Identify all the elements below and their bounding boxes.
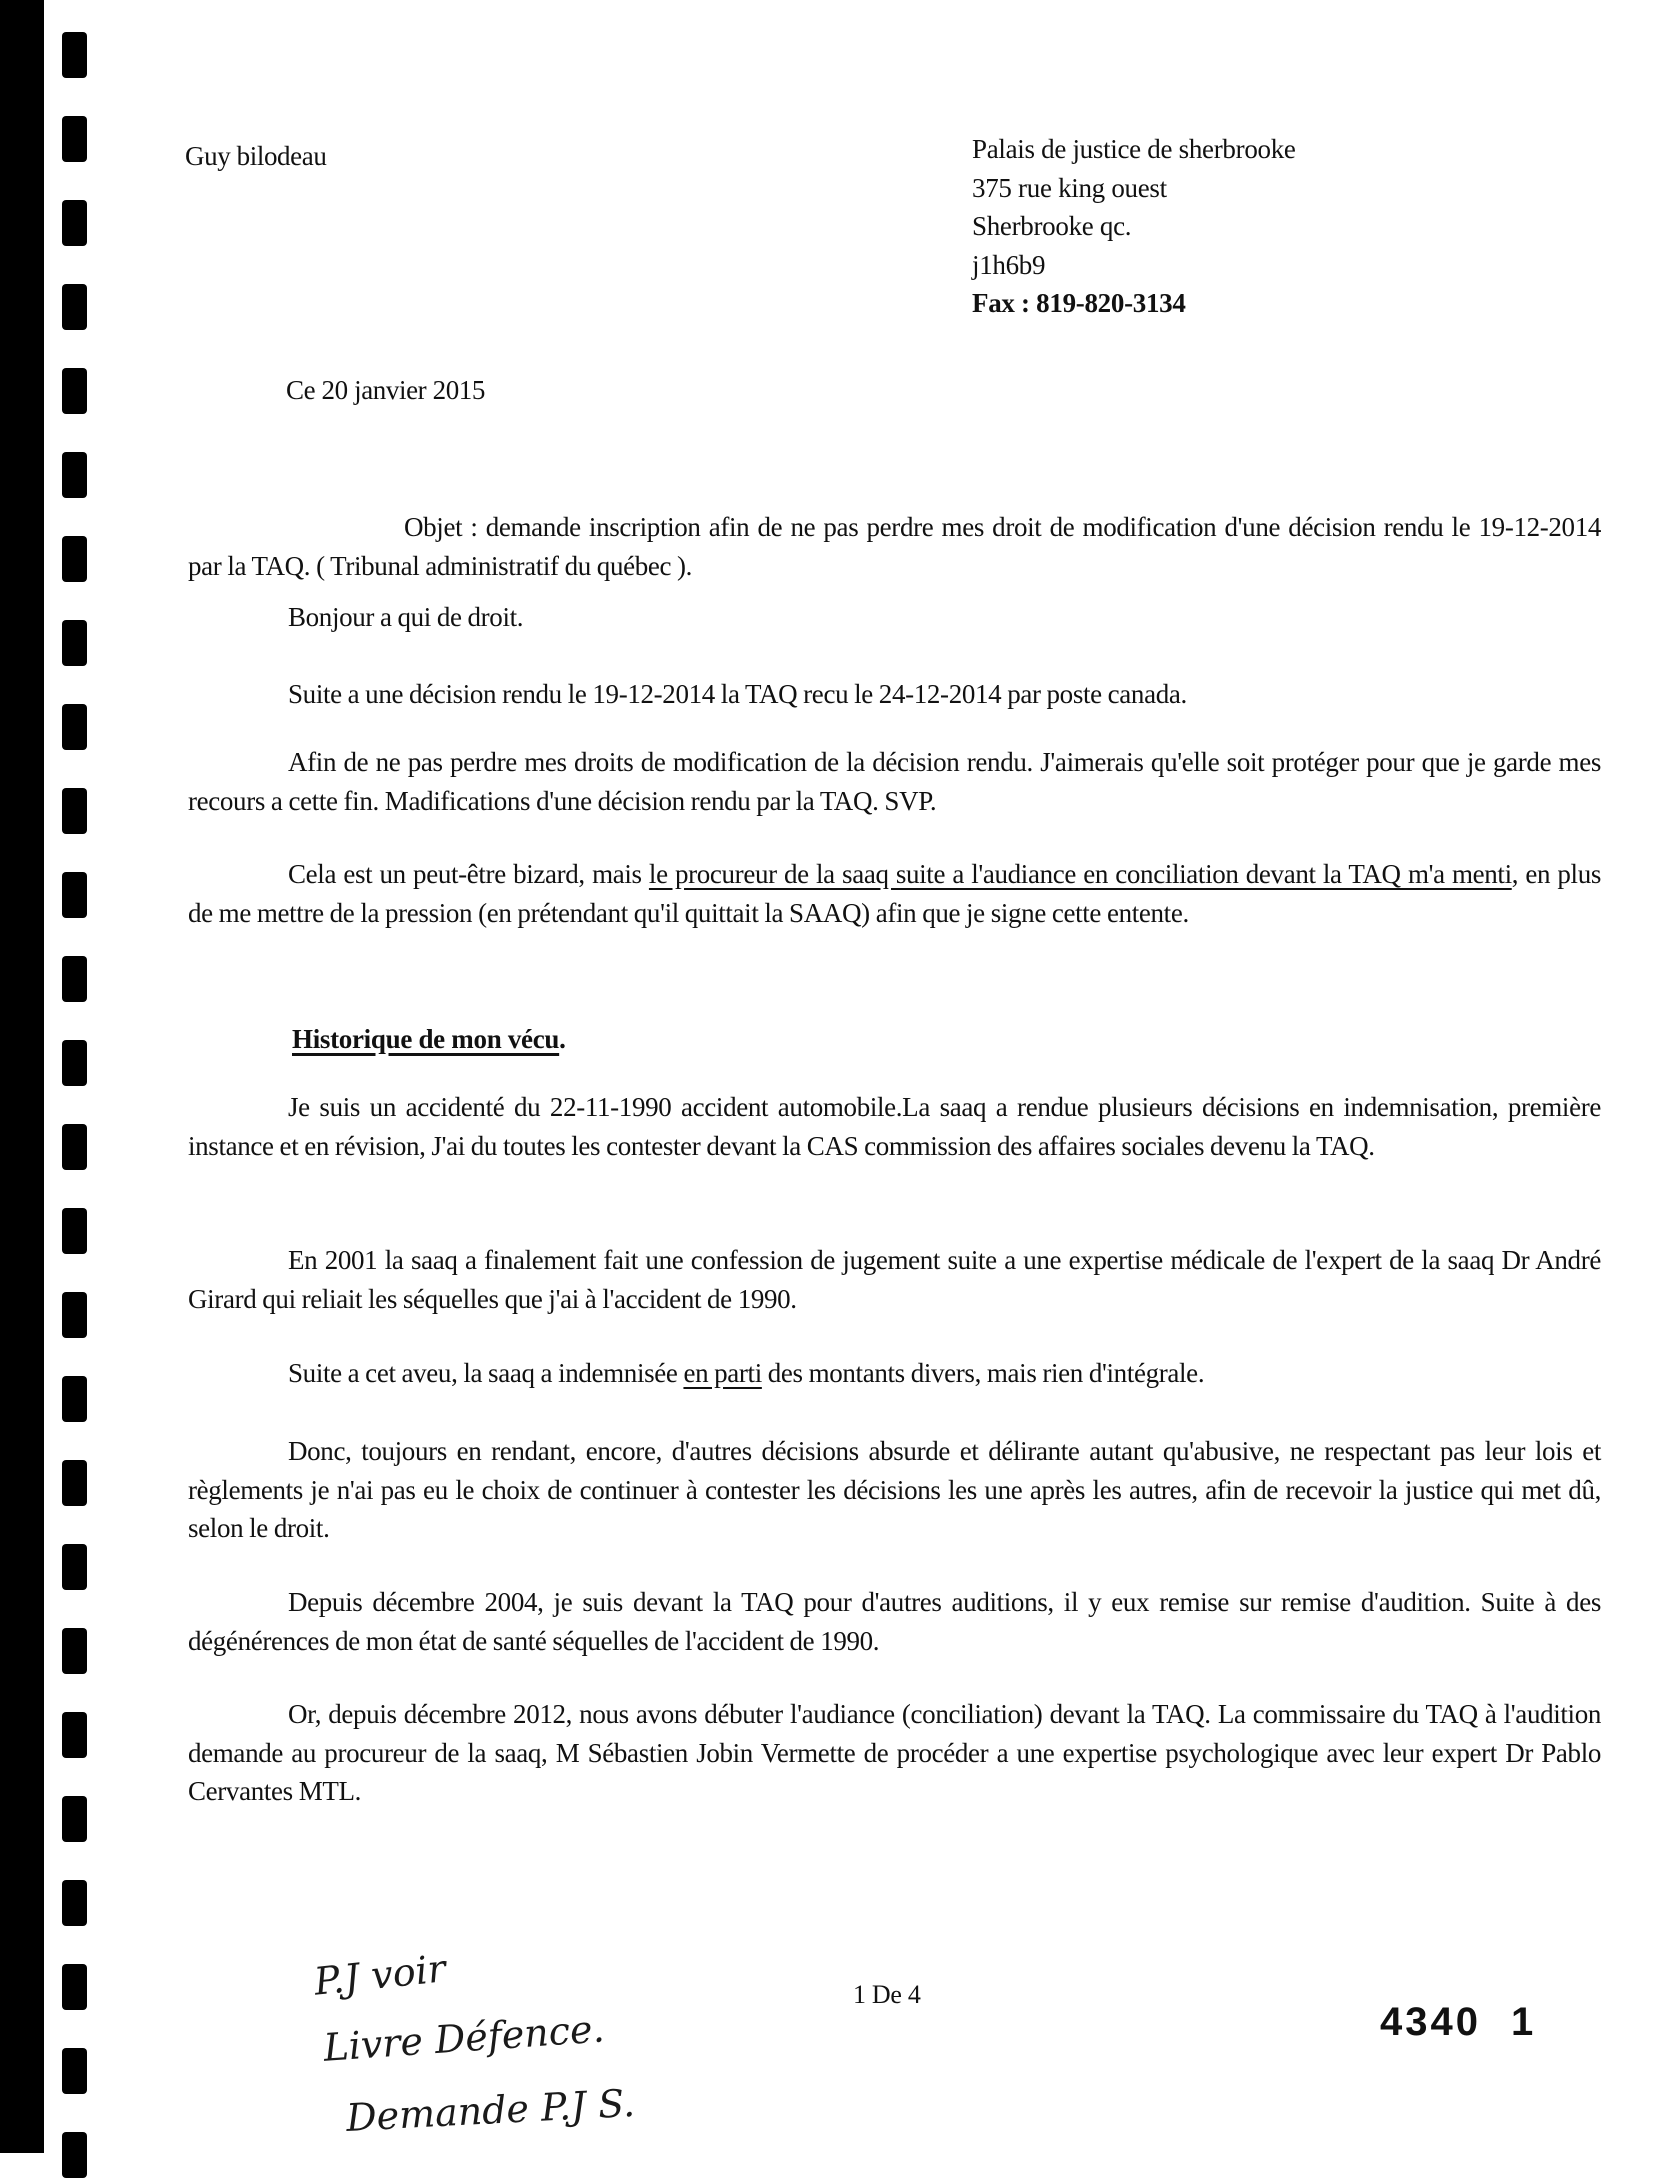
paragraph-3-text-a: Cela est un peut-être bizard, mais xyxy=(288,859,649,889)
paragraph-6 xyxy=(188,1354,1601,1393)
subject-line xyxy=(188,508,1601,585)
paragraph-2-text: Afin de ne pas perdre mes droits de modification de la décision rendu. J'aimerais qu'elle soit protéger pour que je garde mes recours a cette fin. Madifications d'une décision rendu par la TAQ. SVP. xyxy=(188,747,1601,816)
handwritten-note-line-2: Livre Défence. xyxy=(322,2006,606,2070)
perforation-mark xyxy=(62,1628,87,1674)
subject-part-2: décision rendu le 19-12-2014 par la TAQ. ( Tribunal administratif du québec ). xyxy=(188,512,1601,581)
perforation-mark xyxy=(62,32,87,78)
recipient-line-2: 375 rue king ouest xyxy=(972,172,1167,203)
paragraph-6-underlined: en parti xyxy=(683,1358,762,1388)
paragraph-7-text: Donc, toujours en rendant, encore, d'autres décisions absurde et délirante autant qu'abusive, ne respectant pas leur lois et règlements je n'ai pas eu le choix de continuer à contester les décisions les une après les autres, afin de recevoir la justice qui met dû, selon le droit. xyxy=(188,1436,1601,1543)
perforation-mark xyxy=(62,1712,87,1758)
paragraph-6-text-a: Suite a cet aveu, la saaq a indemnisée xyxy=(288,1358,684,1388)
perforation-column xyxy=(62,0,88,2153)
perforation-mark xyxy=(62,368,87,414)
stamp-number: 4340 xyxy=(1380,2000,1481,2044)
recipient-line-1: Palais de justice de sherbrooke xyxy=(972,134,1296,164)
letter-date: Ce 20 janvier 2015 xyxy=(286,375,486,405)
perforation-mark xyxy=(62,536,87,582)
document-stamp-number xyxy=(1380,2000,1536,2045)
greeting-text: Bonjour a qui de droit. xyxy=(288,602,524,632)
perforation-mark xyxy=(62,1376,87,1422)
perforation-mark xyxy=(62,1964,87,2010)
paragraph-5-text: En 2001 la saaq a finalement fait une confession de jugement suite a une expertise médicale de l'expert de la saaq Dr André Girard qui reliait les séquelles que j'ai à l'accident de 1990. xyxy=(188,1245,1601,1314)
section-heading-text: Historique de mon vécu xyxy=(292,1024,560,1054)
perforation-mark xyxy=(62,704,87,750)
subject-part-1: Objet : demande inscription afin de ne pas perdre mes droit de modification d'une xyxy=(404,512,1281,542)
perforation-mark xyxy=(62,1460,87,1506)
paragraph-2 xyxy=(188,743,1601,820)
paragraph-9-text: Or, depuis décembre 2012, nous avons débuter l'audiance (conciliation) devant la TAQ. La commissaire du TAQ à l'audition demande au procureur de la saaq, M Sébastien Jobin Vermette de procéder a une expertise psychologique avec leur expert Dr Pablo Cervantes MTL. xyxy=(188,1699,1601,1806)
paragraph-6-text-b: des montants divers, mais rien d'intégrale. xyxy=(761,1358,1205,1388)
paragraph-8 xyxy=(188,1583,1601,1660)
perforation-mark xyxy=(62,620,87,666)
perforation-mark xyxy=(62,116,87,162)
perforation-mark xyxy=(62,1796,87,1842)
perforation-mark xyxy=(62,284,87,330)
perforation-mark xyxy=(62,1880,87,1926)
paragraph-9 xyxy=(188,1695,1601,1811)
paragraph-4 xyxy=(188,1088,1601,1165)
perforation-mark xyxy=(62,788,87,834)
paragraph-3-text-b: , en plus de me mettre de la pression (en prétendant qu'il quittait la SAAQ) afin que je signe cette entente. xyxy=(188,859,1602,928)
perforation-mark xyxy=(62,2048,87,2094)
stamp-suffix: 1 xyxy=(1510,2000,1537,2044)
paragraph-4-text: Je suis un accidenté du 22-11-1990 accident automobile.La saaq a rendue plusieurs décisions en indemnisation, première instance et en révision, J'ai du toutes les contester devant la CAS commission des affaires sociales devenu la TAQ. xyxy=(188,1092,1601,1161)
paragraph-8-text: Depuis décembre 2004, je suis devant la TAQ pour d'autres auditions, il y eux remise sur remise d'audition. Suite à des dégénérences de mon état de santé séquelles de l'accident de 1990. xyxy=(188,1587,1601,1656)
perforation-mark xyxy=(62,1124,87,1170)
handwritten-note-line-1: P.J voir xyxy=(312,1946,448,2004)
paragraph-3 xyxy=(188,855,1601,932)
page-indicator: 1 De 4 xyxy=(853,1980,921,2009)
paragraph-1-text: Suite a une décision rendu le 19-12-2014 la TAQ recu le 24-12-2014 par poste canada. xyxy=(288,679,1187,709)
paragraph-3-underlined: le procureur de la saaq suite a l'audiance en conciliation devant la TAQ m'a menti xyxy=(648,859,1512,889)
section-heading xyxy=(292,1024,566,1055)
recipient-address-block xyxy=(972,130,1296,323)
recipient-line-3: Sherbrooke qc. xyxy=(972,211,1132,241)
recipient-fax: Fax : 819-820-3134 xyxy=(972,288,1186,318)
perforation-mark xyxy=(62,200,87,246)
paragraph-7 xyxy=(188,1432,1601,1548)
sender-name: Guy bilodeau xyxy=(185,141,327,171)
perforation-mark xyxy=(62,1292,87,1338)
perforation-mark xyxy=(62,1544,87,1590)
scan-edge-strip xyxy=(0,0,44,2153)
perforation-mark xyxy=(62,1208,87,1254)
handwritten-note-line-3: Demande P.J S. xyxy=(345,2080,636,2140)
perforation-mark xyxy=(62,2132,87,2178)
paragraph-5 xyxy=(188,1241,1601,1318)
perforation-mark xyxy=(62,956,87,1002)
recipient-postal-code: j1h6b9 xyxy=(972,249,1046,280)
perforation-mark xyxy=(62,452,87,498)
paragraph-1 xyxy=(188,675,1601,714)
perforation-mark xyxy=(62,1040,87,1086)
greeting xyxy=(188,598,1601,637)
section-heading-suffix: . xyxy=(559,1024,566,1054)
perforation-mark xyxy=(62,872,87,918)
